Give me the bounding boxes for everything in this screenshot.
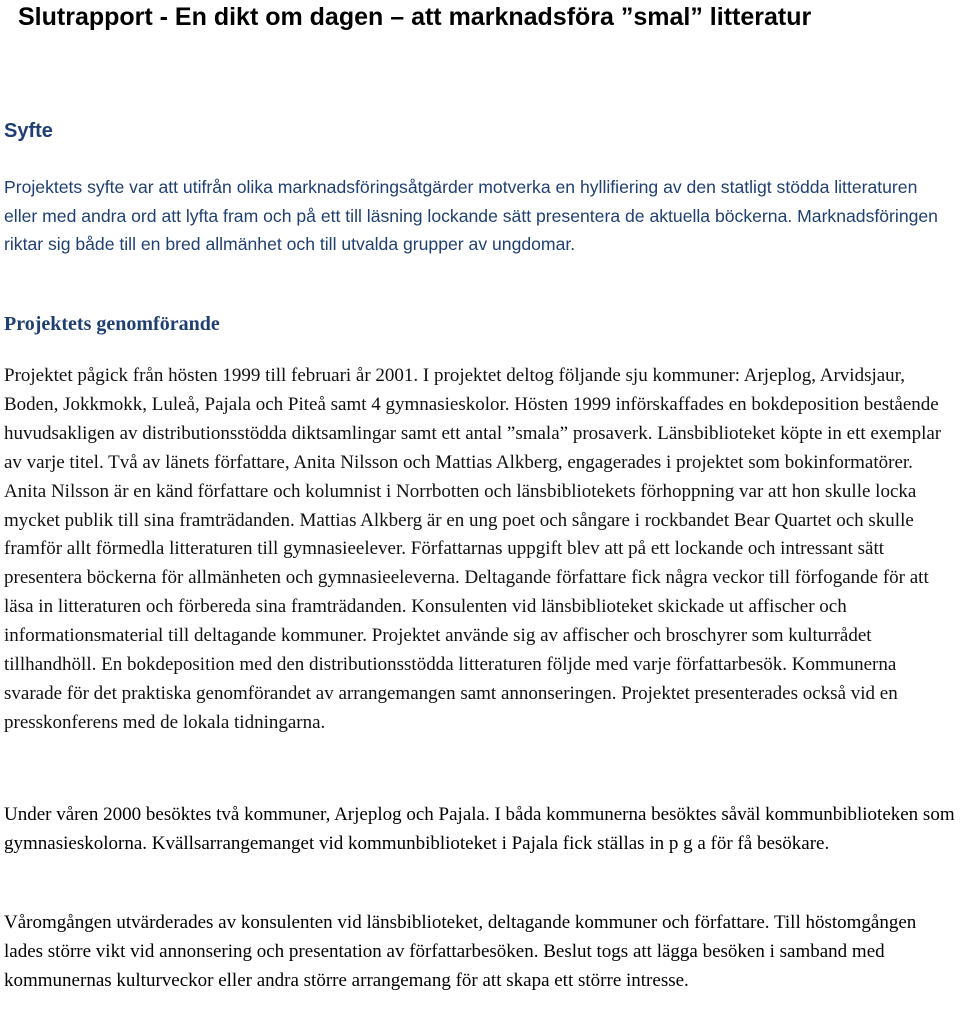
page-title: Slutrapport - En dikt om dagen – att marknadsföra ”smal” litteratur (18, 3, 812, 31)
paragraph-syfte: Projektets syfte var att utifrån olika marknadsföringsåtgärder motverka en hyllifiering av den statligt stödda litteraturen eller med andra ord att lyfta fram och på ett till läsning lockande sätt presentera de aktuella böckerna. Marknadsföringen riktar sig både till en bred allmänhet och till utvalda grupper av ungdomar. (4, 177, 938, 254)
section-heading-syfte: Syfte (4, 120, 53, 142)
section-heading-genomforande: Projektets genomförande (4, 313, 220, 335)
paragraph-genomforande-3: Våromgången utvärderades av konsulenten vid länsbiblioteket, deltagande kommuner och författare. Till höstomgången lades större vikt vid annonsering och presentation av författarbesöken. Beslut togs att lägga besöken i samband med kommunernas kulturveckor eller andra större arrangemang för att skapa ett större intresse. (4, 912, 917, 991)
paragraph-genomforande-1: Projektet pågick från hösten 1999 till februari år 2001. I projektet deltog följande sju kommuner: Arjeplog, Arvidsjaur, Boden, Jokkmokk, Luleå, Pajala och Piteå samt 4 gymnasieskolor. Hösten 1999 införskaffades en bokdeposition bestående huvudsakligen av distributionsstödda diktsamlingar samt ett antal ”smala” prosaverk. Länsbiblioteket köpte in ett exemplar av varje titel. Två av länets författare, Anita Nilsson och Mattias Alkberg, engagerades i projektet som bokinformatörer. Anita Nilsson är en känd författare och kolumnist i Norrbotten och länsbibliotekets förhoppning var att hon skulle locka mycket publik till sina framträdanden. Mattias Alkberg är en ung poet och sångare i rockbandet Bear Quartet och skulle framför allt förmedla litteraturen till gymnasieelever. Författarnas uppgift blev att på ett lockande och intressant sätt presentera böckerna för allmänheten och gymnasieeleverna. Deltagande författare fick några veckor till förfogande för att läsa in litteraturen och förbereda sina framträdanden. Konsulenten vid länsbiblioteket skickade ut affischer och informationsmaterial till deltagande kommuner. Projektet använde sig av affischer och broschyrer som kulturrådet tillhandhöll. En bokdeposition med den distributionsstödda litteraturen följde med varje författarbesök. Kommunerna svarade för det praktiska genomförandet av arrangemangen samt annonseringen. Projektet presenterades också vid en presskonferens med de lokala tidningarna. (4, 365, 942, 733)
paragraph-genomforande-2: Under våren 2000 besöktes två kommuner, Arjeplog och Pajala. I båda kommunerna besöktes såväl kommunbiblioteken som gymnasieskolorna. Kvällsarrangemanget vid kommunbiblioteket i Pajala fick ställas in p g a för få besökare. (4, 804, 955, 854)
